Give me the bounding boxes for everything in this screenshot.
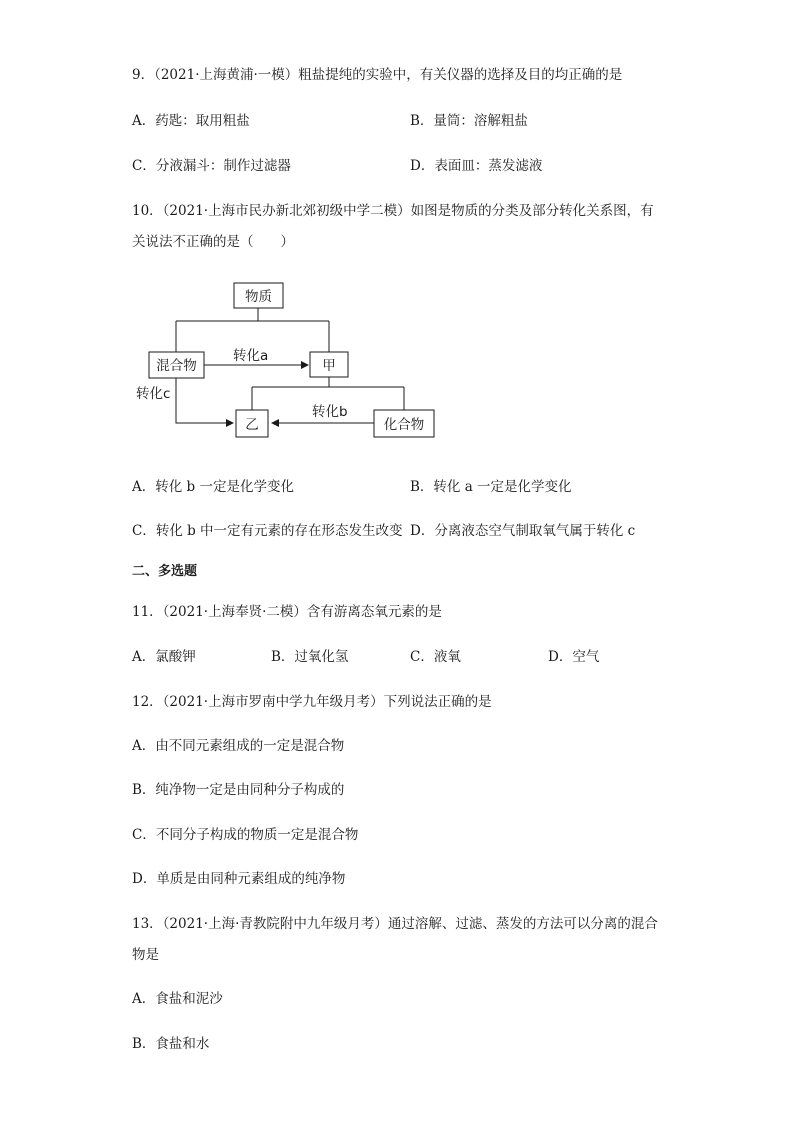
q9-stem: 9．（2021·上海黄浦·一模）粗盐提纯的实验中，有关仪器的选择及目的均正确的是 — [132, 67, 623, 83]
q11-option-b: B．过氧化氢 — [271, 649, 349, 665]
box-mid-label: 甲 — [322, 358, 336, 374]
q11-option-a: A．氯酸钾 — [132, 649, 196, 665]
section-heading-multi-choice: 二、多选题 — [132, 564, 198, 579]
label-b: 转化b — [312, 404, 348, 420]
q12-option-b: B．纯净物一定是由同种分子构成的 — [132, 782, 345, 798]
q10-option-b: B．转化 a 一定是化学变化 — [410, 479, 572, 495]
q12-option-a: A．由不同元素组成的一定是混合物 — [132, 738, 345, 754]
box-left-label: 混合物 — [156, 358, 197, 374]
q13-option-a: A．食盐和泥沙 — [132, 991, 223, 1007]
q11-option-c: C．液氧 — [410, 649, 461, 665]
classification-diagram — [0, 0, 794, 460]
q9-option-d: D．表面皿：蒸发滤液 — [410, 158, 543, 174]
q10-stem-line1: 10．（2021·上海市民办新北郊初级中学二模）如图是物质的分类及部分转化关系图，有 — [132, 203, 654, 219]
label-a: 转化a — [233, 348, 269, 364]
q13-stem-line2: 物是 — [132, 947, 159, 963]
q10-stem-line2: 关说法不正确的是（ ） — [132, 234, 294, 250]
q9-option-c: C．分液漏斗：制作过滤器 — [132, 158, 291, 174]
q13-stem-line1: 13．（2021·上海·青教院附中九年级月考）通过溶解、过滤、蒸发的方法可以分离的混合 — [132, 916, 658, 932]
box-bottom-label: 乙 — [245, 417, 259, 433]
q12-stem: 12．（2021·上海市罗南中学九年级月考）下列说法正确的是 — [132, 694, 492, 710]
tree-connector — [176, 308, 404, 410]
q11-stem: 11．（2021·上海奉贤·二模）含有游离态氧元素的是 — [132, 604, 442, 620]
q12-option-c: C．不同分子构成的物质一定是混合物 — [132, 827, 359, 843]
q9-option-b: B．量筒：溶解粗盐 — [410, 113, 528, 129]
arrow-c — [176, 378, 233, 423]
q13-option-b: B．食盐和水 — [132, 1036, 210, 1052]
q10-option-c: C．转化 b 中一定有元素的存在形态发生改变 — [132, 523, 403, 539]
label-c: 转化c — [136, 386, 171, 402]
q11-option-d: D．空气 — [548, 649, 600, 665]
q9-option-a: A．药匙：取用粗盐 — [132, 113, 250, 129]
box-top-label: 物质 — [245, 289, 272, 305]
q10-option-d: D．分离液态空气制取氧气属于转化 c — [410, 523, 636, 539]
box-right-label: 化合物 — [383, 417, 425, 433]
q10-option-a: A．转化 b 一定是化学变化 — [132, 479, 294, 495]
q12-option-d: D．单质是由同种元素组成的纯净物 — [132, 871, 346, 887]
